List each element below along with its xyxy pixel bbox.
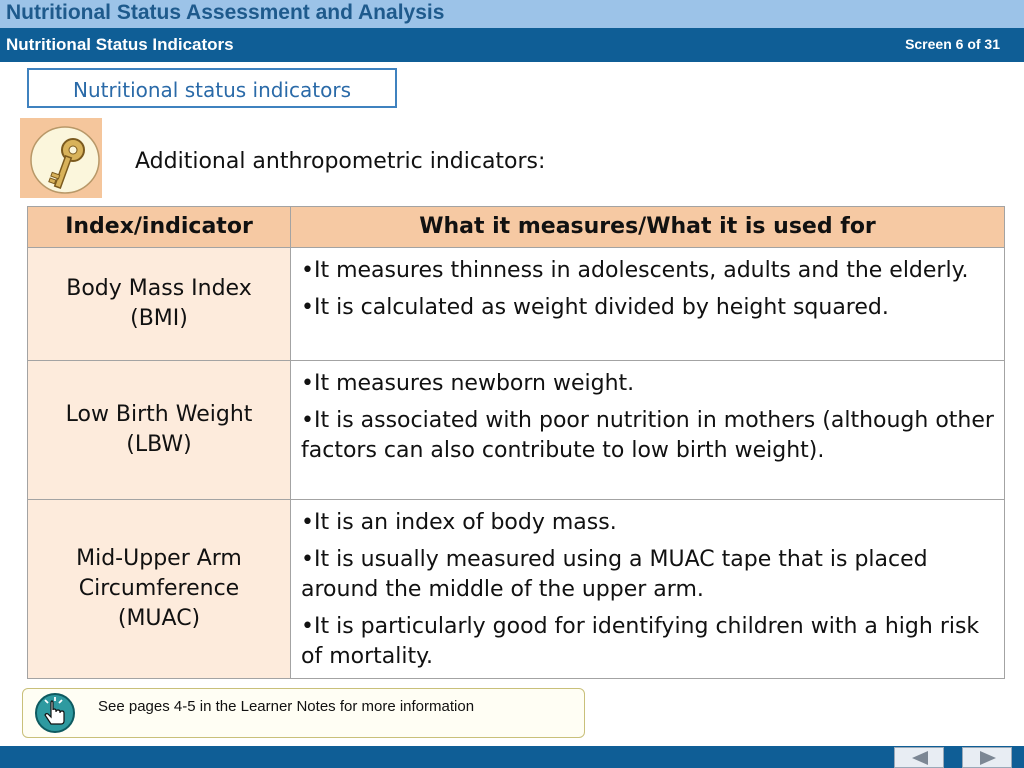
indicator-cell	[28, 500, 291, 679]
description-cell	[291, 500, 1005, 679]
bullet-point: •It measures thinness in adolescents, adults and the elderly.	[301, 258, 969, 283]
footer-bar	[0, 746, 1024, 768]
indicator-name: Low Birth Weight	[65, 402, 253, 427]
arrow-left-icon	[910, 750, 930, 766]
indicator-cell	[28, 248, 291, 361]
bullet-point: •It measures newborn weight.	[301, 371, 635, 396]
indicator-abbreviation: (MUAC)	[117, 606, 201, 631]
previous-screen-button[interactable]	[894, 747, 944, 768]
description-cell	[291, 248, 1005, 361]
bullet-point: •It is calculated as weight divided by height squared.	[301, 295, 889, 320]
description-cell	[291, 361, 1005, 500]
bullet-point: •It is particularly good for identifying children with a high risk of mortality.	[301, 614, 980, 669]
bullet-point: •It is associated with poor nutrition in mothers (although other factors can also contribute to low birth weight).	[301, 408, 994, 463]
indicators-table	[27, 206, 1005, 679]
app-title-bar	[0, 0, 1024, 28]
section-heading: Nutritional status indicators	[72, 78, 351, 102]
indicator-name: Mid-Upper Arm	[76, 546, 242, 571]
section-header-bar	[0, 28, 1024, 62]
indicator-name-cont: Circumference	[78, 576, 240, 601]
indicator-abbreviation: (LBW)	[126, 432, 192, 457]
hand-pointer-icon[interactable]	[34, 692, 76, 734]
table-row	[28, 361, 1005, 500]
indicator-abbreviation: (BMI)	[130, 306, 188, 331]
table-header-indicator: Index/indicator	[28, 207, 291, 248]
intro-text: Additional anthropometric indicators:	[135, 149, 546, 174]
arrow-right-icon	[978, 750, 998, 766]
indicator-cell	[28, 361, 291, 500]
app-title: Nutritional Status Assessment and Analysis	[6, 1, 445, 24]
section-heading-box	[27, 68, 397, 108]
key-icon	[20, 118, 102, 198]
bullet-point: •It is an index of body mass.	[301, 510, 617, 535]
learner-notes-text: See pages 4-5 in the Learner Notes for more information	[98, 698, 475, 715]
table-header-row	[28, 207, 1005, 248]
table-row	[28, 248, 1005, 361]
screen-counter: Screen 6 of 31	[905, 36, 1000, 52]
table-header-description: What it measures/What it is used for	[291, 207, 1005, 248]
next-screen-button[interactable]	[962, 747, 1012, 768]
indicator-name: Body Mass Index	[66, 276, 252, 301]
section-title: Nutritional Status Indicators	[6, 35, 234, 54]
table-row	[28, 500, 1005, 679]
bullet-point: •It is usually measured using a MUAC tape that is placed around the middle of the upper arm.	[301, 547, 928, 602]
